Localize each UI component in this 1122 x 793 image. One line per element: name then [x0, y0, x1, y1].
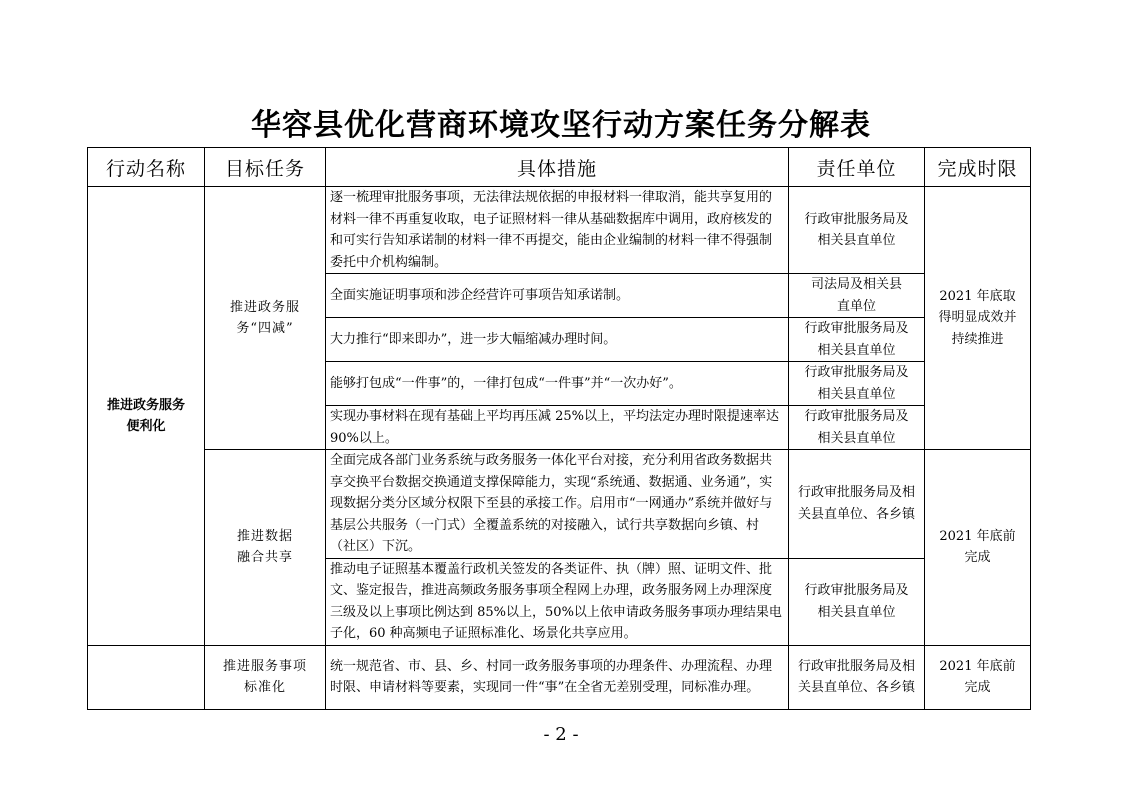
- unit-cell: 行政审批服务局及相关县直单位: [789, 362, 925, 406]
- unit-cell: 行政审批服务局及相关县直单位、各乡镇: [789, 450, 925, 559]
- header-measure: 具体措施: [326, 148, 789, 187]
- unit-cell: 司法局及相关县直单位: [789, 274, 925, 318]
- deadline-cell: 2021 年底前完成: [925, 645, 1031, 709]
- measure-cell: 统一规范省、市、县、乡、村同一政务服务事项的办理条件、办理流程、办理时限、申请材料等要素，实现同一件“事”在全省无差别受理，同标准办理。: [326, 645, 789, 709]
- measure-cell: 能够打包成“一件事”的，一律打包成“一件事”并“一次办好”。: [326, 362, 789, 406]
- page-number: - 2 -: [543, 724, 579, 745]
- measure-cell: 大力推行“即来即办”，进一步大幅缩减办理时间。: [326, 318, 789, 362]
- measure-cell: 实现办事材料在现有基础上平均再压减 25%以上，平均法定办理时限提速率达 90%以上。: [326, 406, 789, 450]
- task-table: [87, 147, 1031, 710]
- measure-cell: 全面实施证明事项和涉企经营许可事项告知承诺制。: [326, 274, 789, 318]
- measure-cell: 全面完成各部门业务系统与政务服务一体化平台对接，充分利用省政务数据共享交换平台数据交换通道支撑保障能力，实现“系统通、数据通、业务通”，实现数据分类分区域分权限下至县的承接工作。启用市“一网通办”系统并做好与基层公共服务（一门式）全覆盖系统的对接融入，试行共享数据向乡镇、村（社区）下沉。: [326, 450, 789, 559]
- header-unit: 责任单位: [789, 148, 925, 187]
- unit-cell: 行政审批服务局及相关县直单位: [789, 187, 925, 274]
- goal-cell: 推进数据融合共享: [205, 450, 326, 646]
- header-goal: 目标任务: [205, 148, 326, 187]
- goal-cell: 推进政务服务“四减”: [205, 187, 326, 450]
- table-row: [88, 645, 1031, 709]
- measure-cell: 逐一梳理审批服务事项，无法律法规依据的申报材料一律取消，能共享复用的材料一律不再重复收取，电子证照材料一律从基础数据库中调用，政府核发的和可实行告知承诺制的材料一律不再提交，能由企业编制的材料一律不得强制委托中介机构编制。: [326, 187, 789, 274]
- goal-cell: 推进服务事项标准化: [205, 645, 326, 709]
- table-header-row: [88, 148, 1031, 187]
- deadline-cell: 2021 年底取得明显成效并持续推进: [925, 187, 1031, 450]
- header-deadline: 完成时限: [925, 148, 1031, 187]
- page-title: 华容县优化营商环境攻坚行动方案任务分解表: [251, 108, 871, 143]
- table-row: [88, 450, 1031, 559]
- unit-cell: 行政审批服务局及相关县直单位: [789, 318, 925, 362]
- action-cell: 推进政务服务便利化: [88, 187, 205, 646]
- action-cell-empty: [88, 645, 205, 709]
- deadline-cell: 2021 年底前完成: [925, 450, 1031, 646]
- unit-cell: 行政审批服务局及相关县直单位: [789, 406, 925, 450]
- unit-cell: 行政审批服务局及相关县直单位、各乡镇: [789, 645, 925, 709]
- header-action: 行动名称: [88, 148, 205, 187]
- unit-cell: 行政审批服务局及相关县直单位: [789, 558, 925, 645]
- table-row: [88, 187, 1031, 274]
- measure-cell: 推动电子证照基本覆盖行政机关签发的各类证件、执（牌）照、证明文件、批文、鉴定报告，推进高频政务服务事项全程网上办理，政务服务网上办理深度三级及以上事项比例达到 85%以上，50%以上依申请政务服务事项办理结果电子化，60 种高频电子证照标准化、场景化共享应用。: [326, 558, 789, 645]
